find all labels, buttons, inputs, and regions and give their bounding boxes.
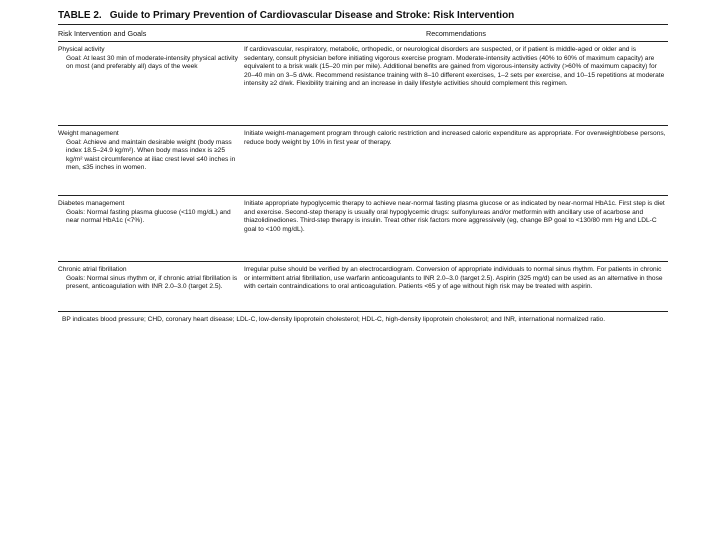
row-category: Physical activity — [58, 46, 105, 53]
table-row-physical-activity — [58, 42, 668, 126]
row-category: Diabetes management — [58, 200, 125, 207]
table-header — [58, 25, 668, 42]
row-recommendation: Initiate weight-management program through caloric restriction and increased caloric expenditure as appropriate. For overweight/obese persons, reduce body weight by 10% in first year of therapy. — [244, 130, 666, 146]
table-row-diabetes-management — [58, 196, 668, 262]
row-category: Weight management — [58, 130, 119, 137]
row-recommendation: Irregular pulse should be verified by an electrocardiogram. Conversion of appropriate individuals to normal sinus rhythm. For patients in chronic or intermittent atrial fibrillation, use warfarin anticoagulants to INR 2.0–3.0 (target 2.5). Aspirin (325 mg/d) can be used as an alternative in those with certain contraindications to oral anticoagulation. Patients <65 y of age without high risk may be treated with aspirin. — [244, 266, 663, 291]
row-goal: Goals: Normal sinus rhythm or, if chronic atrial fibrillation is present, anticoagulation with INR 2.0–3.0 (target 2.5). — [66, 274, 238, 291]
table-row-atrial-fibrillation — [58, 262, 668, 312]
row-goal: Goals: Normal fasting plasma glucose (<110 mg/dL) and near normal HbA1c (<7%). — [66, 208, 231, 225]
row-goal: Goal: Achieve and maintain desirable weight (body mass index 18.5–24.9 kg/m²). When body mass index is ≥25 kg/m² waist circumference at iliac crest level ≤40 inches in men, ≤35 inches in women. — [66, 138, 236, 172]
table-footnote: BP indicates blood pressure; CHD, coronary heart disease; LDL-C, low-density lipoprotein cholesterol; HDL-C, high-density lipoprotein cholesterol; and INR, international normalized ratio. — [62, 316, 606, 323]
table-row-weight-management — [58, 126, 668, 196]
col-header-recommendations: Recommendations — [426, 29, 486, 38]
row-goals-cell — [58, 200, 244, 257]
row-goals-cell — [58, 266, 244, 307]
col-header-goals: Risk Intervention and Goals — [58, 29, 147, 38]
row-category: Chronic atrial fibrillation — [58, 266, 127, 273]
row-goals-cell — [58, 46, 244, 121]
table-title — [58, 10, 668, 25]
risk-intervention-table — [58, 10, 668, 325]
row-goals-cell — [58, 130, 244, 191]
table-title-text: Guide to Primary Prevention of Cardiovascular Disease and Stroke: Risk Intervention — [109, 10, 515, 21]
row-goal: Goal: At least 30 min of moderate-intensity physical activity on most (and preferably all) days of the week — [66, 54, 238, 71]
row-recommendation: Initiate appropriate hypoglycemic therapy to achieve near-normal fasting plasma glucose or as indicated by near-normal HbA1c. First step is diet and exercise. Second-step therapy is usually oral hypoglycemic drugs: sulfonylureas and/or metformin with ancillary use of acarbose and thiazolidinediones. Third-step therapy is insulin. Treat other risk factors more aggressively (eg, change BP goal to <130/80 mm Hg and LDL-C goal to <100 mg/dL). — [244, 200, 665, 233]
table-label: TABLE 2. — [58, 10, 102, 21]
row-recommendation: If cardiovascular, respiratory, metabolic, orthopedic, or neurological disorders are suspected, or if patient is middle-aged or older and is sedentary, consult physician before initiating vigorous exercise program. Moderate-intensity activities (40% to 60% of maximum capacity) are equivalent to a brisk walk (15–20 min per mile). Additional benefits are gained from vigorous-intensity activity (>60% of maximum capacity) for 20–40 min on 3–5 d/wk. Recommend resistance training with 8–10 different exercises, 1–2 sets per exercise, and 10–15 repetitions at moderate intensity ≥2 d/wk. Flexibility training and an increase in daily lifestyle activities should complement this regimen. — [244, 46, 665, 88]
